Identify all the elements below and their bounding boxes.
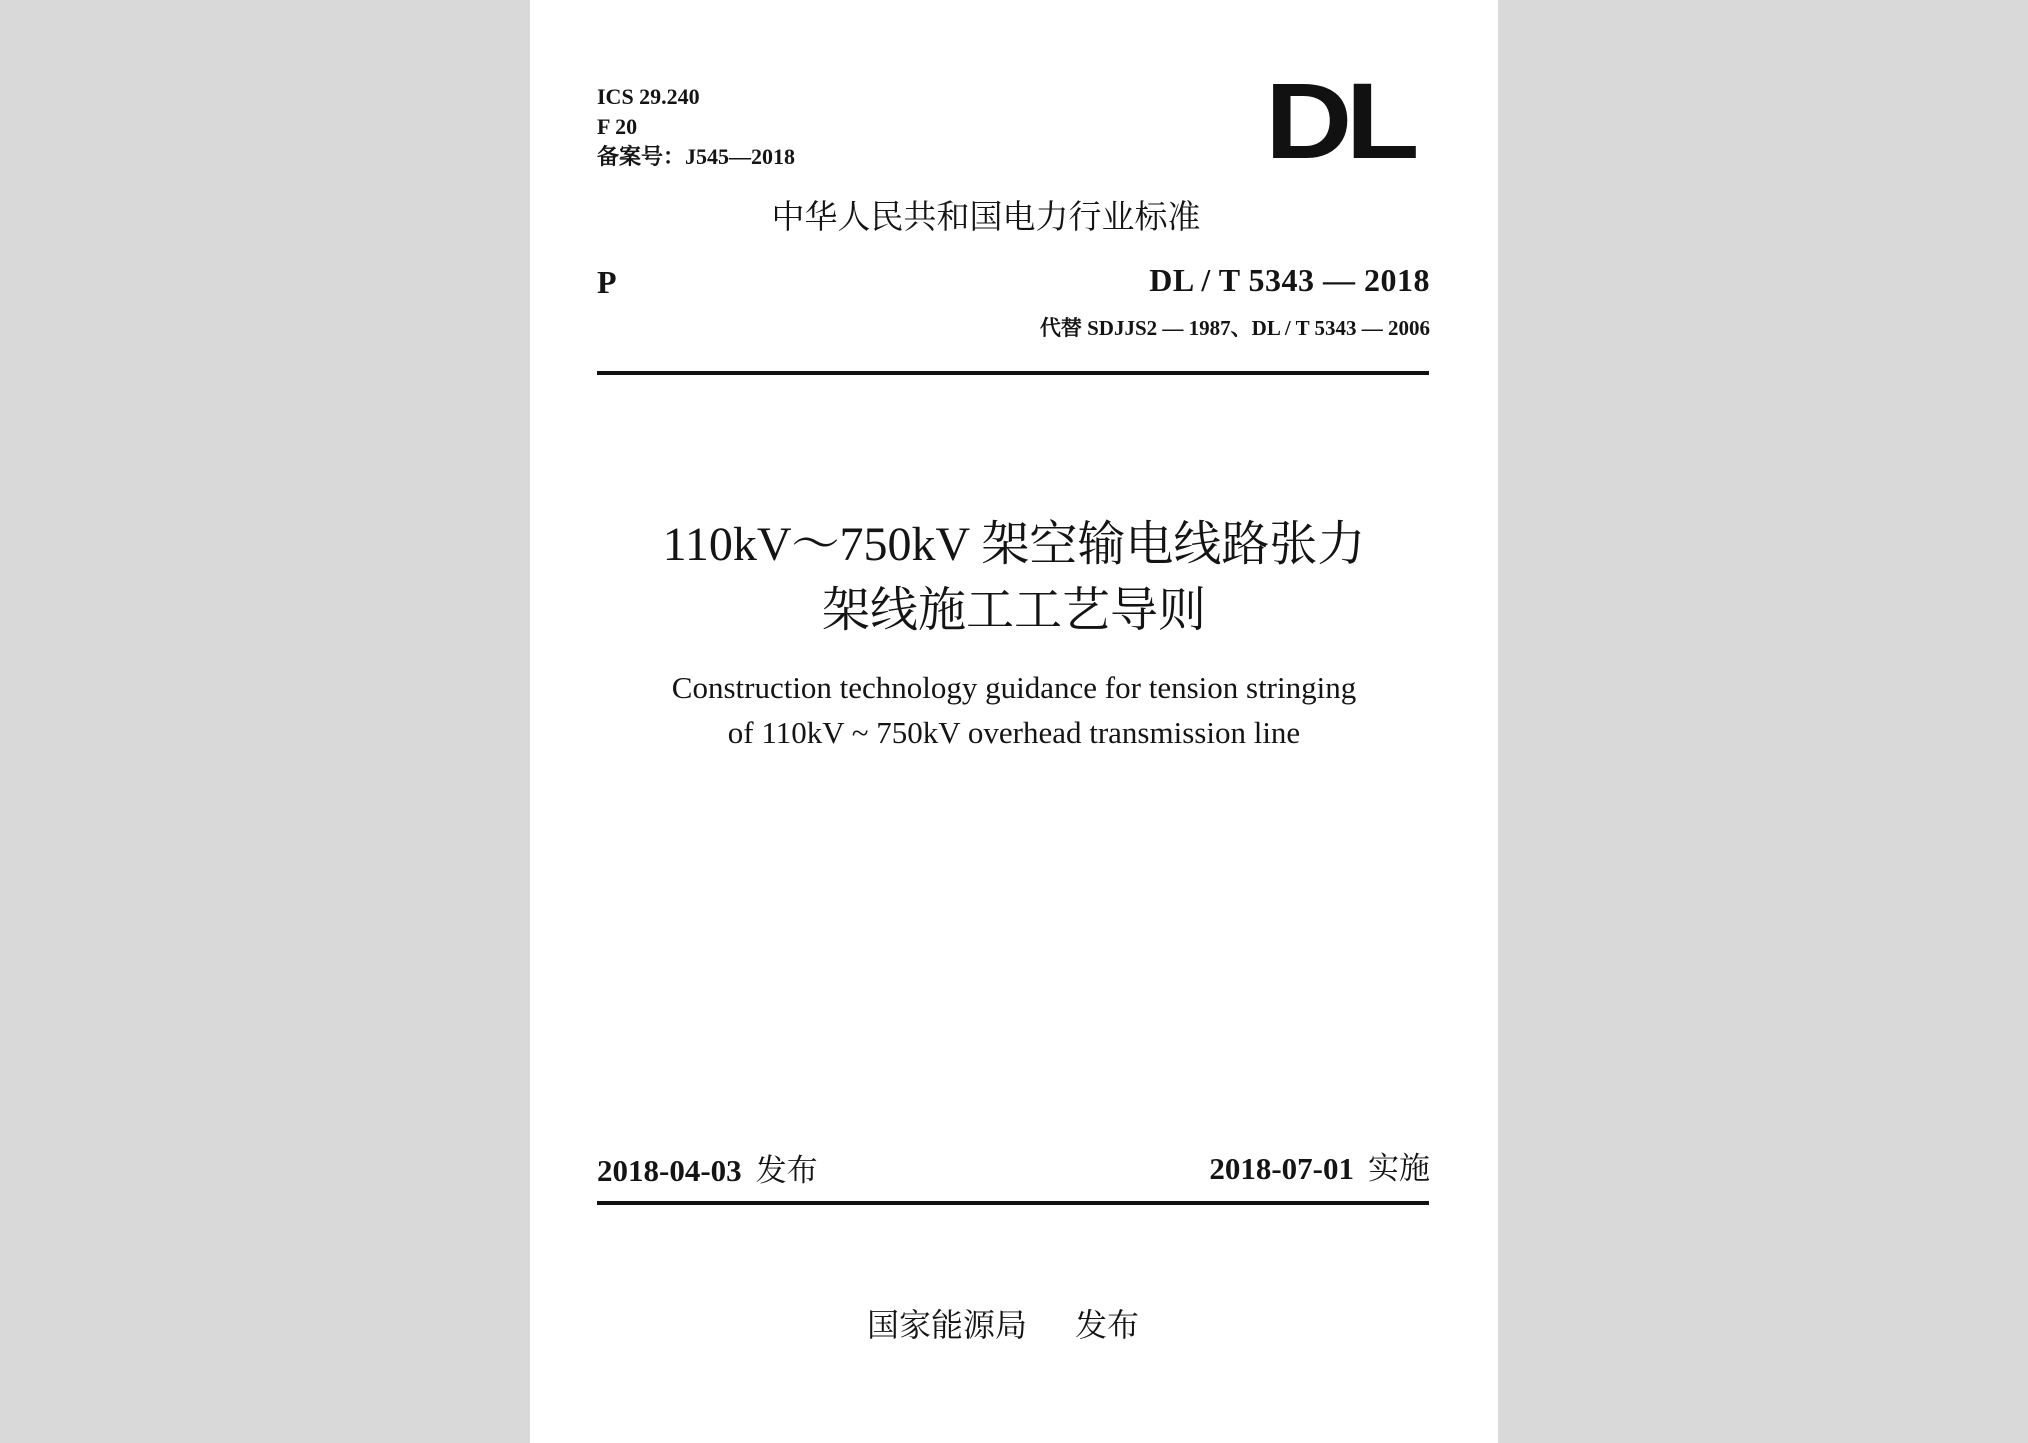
release-label: 发布 [755, 1153, 818, 1189]
ics-code: ICS 29.240 [597, 84, 700, 109]
category-letter: P [597, 264, 617, 300]
dl-logo: DL [1265, 60, 1413, 181]
record-number: 备案号：J545—2018 [597, 144, 796, 169]
class-code: F 20 [597, 114, 638, 139]
chinese-title-line-1: 110kV～750kV 架空输电线路张力 [662, 518, 1366, 571]
chinese-title [530, 512, 1498, 644]
top-divider [597, 371, 1429, 375]
english-title [530, 665, 1498, 755]
english-title-line-1: Construction technology guidance for tension stringing [671, 670, 1357, 705]
implement-date: 2018-07-01 [1209, 1151, 1354, 1186]
document-page [530, 0, 1498, 1443]
issuer-org: 国家能源局 [867, 1306, 1028, 1344]
release-date-block [597, 1145, 818, 1190]
replaces-note: 代替 SDJJS2 — 1987、DL / T 5343 — 2006 [1039, 316, 1430, 340]
standard-number: DL / T 5343 — 2018 [1149, 262, 1430, 298]
release-date: 2018-04-03 [597, 1153, 742, 1188]
classification-block [597, 82, 795, 172]
chinese-title-line-2: 架线施工工艺导则 [821, 584, 1206, 637]
industry-standard-title: 中华人民共和国电力行业标准 [771, 197, 1201, 236]
implement-date-block [1209, 1143, 1430, 1188]
industry-standard-heading [530, 196, 1498, 238]
issuer-label: 发布 [1075, 1306, 1140, 1344]
implement-label: 实施 [1368, 1151, 1430, 1187]
issuer-block [867, 1300, 1139, 1346]
bottom-divider [597, 1201, 1429, 1205]
english-title-line-2: of 110kV ~ 750kV overhead transmission line [727, 715, 1301, 750]
